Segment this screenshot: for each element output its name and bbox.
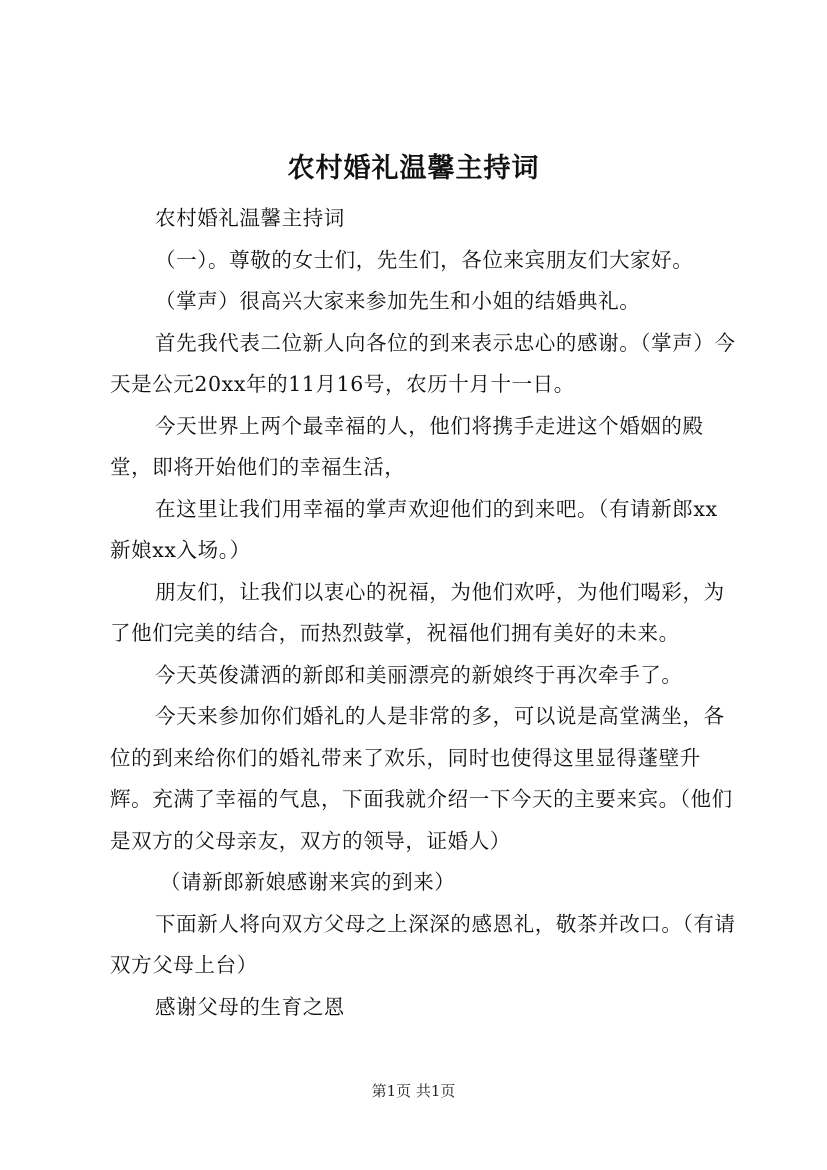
paragraph-friends: 朋友们，让我们以衷心的祝福，为他们欢呼，为他们喝彩，为了他们完美的结合，而热烈鼓掌，祝福他们拥有美好的未来。 (110, 579, 725, 645)
paragraph-applause: （掌声）很高兴大家来参加先生和小姐的结婚典礼。 (155, 289, 641, 313)
paragraph-hand-in-hand: 今天英俊潇洒的新郎和美丽漂亮的新娘终于再次牵手了。 (155, 662, 683, 687)
paragraph-parents-ceremony: 下面新人将向双方父母之上深深的感恩礼，敬茶并改口。（有请双方父母上台） (110, 911, 736, 977)
paragraph-thanks: 首先我代表二位新人向各位的到来表示忠心的感谢。（掌声）今天是公元20xx年的11月16号，农历十月十一日。 (110, 330, 736, 396)
paragraph-greeting: （一）。尊敬的女士们，先生们，各位来宾朋友们大家好。 (155, 247, 694, 272)
paragraph-happiest: 今天世界上两个最幸福的人，他们将携手走进这个婚姻的殿堂，即将开始他们的幸福生活， (110, 413, 704, 479)
paragraph-subtitle: 农村婚礼温馨主持词 (155, 206, 345, 230)
page-number-footer: 第1页 共1页 (371, 1082, 456, 1100)
document-title: 农村婚礼温馨主持词 (287, 153, 540, 184)
paragraph-thank-guests: （请新郎新娘感谢来宾的到来） (160, 870, 456, 894)
document-body (110, 198, 738, 1028)
paragraph-welcome: 在这里让我们用幸福的掌声欢迎他们的到来吧。（有请新郎xx新娘xx入场。） (110, 496, 718, 562)
paragraph-guests: 今天来参加你们婚礼的人是非常的多，可以说是高堂满坐，各位的到来给你们的婚礼带来了欢乐，同时也使得这里显得蓬壁升辉。充满了幸福的气息，下面我就介绍一下今天的主要来宾。（他们是双方的父母亲友，双方的领导，证婚人） (110, 704, 733, 853)
paragraph-gratitude: 感谢父母的生育之恩 (155, 994, 345, 1019)
